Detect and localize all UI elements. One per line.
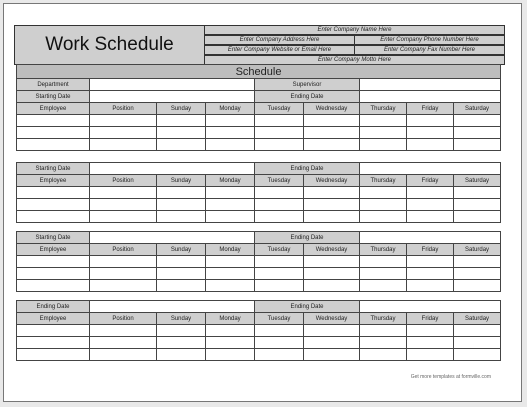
table-row[interactable] [17, 187, 501, 199]
col-sunday: Sunday [157, 103, 206, 115]
ending-date-label: Ending Date [17, 301, 90, 313]
col-employee: Employee [17, 103, 90, 115]
ending-date-field[interactable] [360, 91, 501, 103]
col-tuesday: Tuesday [255, 103, 304, 115]
col-saturday: Saturday [454, 244, 501, 256]
column-header-row [17, 175, 501, 187]
col-wednesday: Wednesday [304, 244, 360, 256]
ending-date-field[interactable] [360, 301, 501, 313]
ending-date-field[interactable] [360, 163, 501, 175]
col-saturday: Saturday [454, 103, 501, 115]
col-tuesday: Tuesday [255, 244, 304, 256]
column-header-row [17, 103, 501, 115]
col-position: Position [90, 175, 157, 187]
page-title: Work Schedule [14, 25, 205, 65]
table-row[interactable] [17, 268, 501, 280]
col-wednesday: Wednesday [304, 103, 360, 115]
col-wednesday: Wednesday [304, 175, 360, 187]
col-saturday: Saturday [454, 175, 501, 187]
company-website[interactable]: Enter Company Website or Email Here [227, 47, 332, 53]
schedule-table-3 [16, 231, 501, 292]
schedule-heading: Schedule [17, 65, 501, 79]
ending-date-label: Ending Date [255, 232, 360, 244]
col-employee: Employee [17, 313, 90, 325]
schedule-table-2 [16, 162, 501, 223]
col-position: Position [90, 313, 157, 325]
ending-date-field[interactable] [360, 232, 501, 244]
col-thursday: Thursday [360, 244, 407, 256]
table-row[interactable] [17, 349, 501, 361]
col-thursday: Thursday [360, 175, 407, 187]
company-motto[interactable]: Enter Company Motto Here [317, 57, 392, 63]
col-employee: Employee [17, 175, 90, 187]
header [14, 25, 505, 65]
table-row[interactable] [17, 256, 501, 268]
company-phone[interactable]: Enter Company Phone Number Here [354, 36, 504, 44]
col-position: Position [90, 103, 157, 115]
department-label: Department [17, 79, 90, 91]
col-friday: Friday [407, 313, 454, 325]
table-row[interactable] [17, 337, 501, 349]
col-friday: Friday [407, 103, 454, 115]
col-friday: Friday [407, 175, 454, 187]
table-row[interactable] [17, 211, 501, 223]
col-friday: Friday [407, 244, 454, 256]
starting-date-label: Starting Date [17, 232, 90, 244]
table-row[interactable] [17, 139, 501, 151]
table-row[interactable] [17, 280, 501, 292]
col-sunday: Sunday [157, 244, 206, 256]
starting-date-field[interactable] [90, 91, 255, 103]
company-address[interactable]: Enter Company Address Here [239, 37, 320, 43]
ending-date-label: Ending Date [255, 163, 360, 175]
table-row[interactable] [17, 199, 501, 211]
col-monday: Monday [206, 175, 255, 187]
col-thursday: Thursday [360, 103, 407, 115]
company-info [205, 25, 505, 65]
col-monday: Monday [206, 103, 255, 115]
supervisor-label: Supervisor [255, 79, 360, 91]
table-row[interactable] [17, 115, 501, 127]
col-thursday: Thursday [360, 313, 407, 325]
schedule-table-4 [16, 300, 501, 361]
starting-date-field[interactable] [90, 163, 255, 175]
col-tuesday: Tuesday [255, 175, 304, 187]
col-sunday: Sunday [157, 175, 206, 187]
col-employee: Employee [17, 244, 90, 256]
department-field[interactable] [90, 79, 255, 91]
ending-date-field[interactable] [90, 301, 255, 313]
col-saturday: Saturday [454, 313, 501, 325]
col-position: Position [90, 244, 157, 256]
col-tuesday: Tuesday [255, 313, 304, 325]
column-header-row [17, 244, 501, 256]
company-name[interactable]: Enter Company Name Here [317, 27, 392, 33]
supervisor-field[interactable] [360, 79, 501, 91]
ending-date-label: Ending Date [255, 301, 360, 313]
col-monday: Monday [206, 313, 255, 325]
col-monday: Monday [206, 244, 255, 256]
col-wednesday: Wednesday [304, 313, 360, 325]
starting-date-label: Starting Date [17, 91, 90, 103]
starting-date-field[interactable] [90, 232, 255, 244]
footer-note: Get more templates at formville.com [410, 374, 491, 380]
company-fax[interactable]: Enter Company Fax Number Here [354, 46, 504, 54]
col-sunday: Sunday [157, 313, 206, 325]
column-header-row [17, 313, 501, 325]
ending-date-label: Ending Date [255, 91, 360, 103]
starting-date-label: Starting Date [17, 163, 90, 175]
schedule-table-1 [16, 64, 501, 151]
table-row[interactable] [17, 127, 501, 139]
table-row[interactable] [17, 325, 501, 337]
